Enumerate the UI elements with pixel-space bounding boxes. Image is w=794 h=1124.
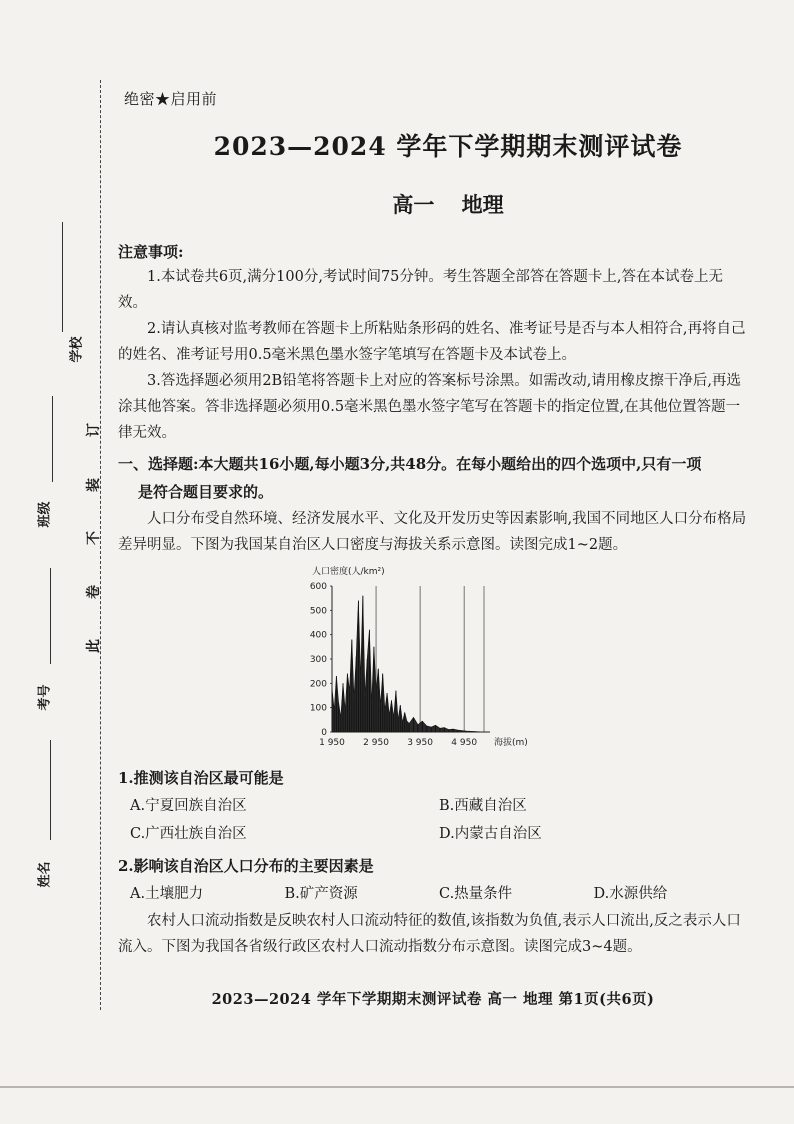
notice-title: 注意事项: — [118, 243, 184, 261]
q1-option-b[interactable]: B.西藏自治区 — [439, 798, 527, 814]
q1-option-d[interactable]: D.内蒙古自治区 — [439, 826, 542, 842]
x-tick-label: 4 950 — [451, 738, 478, 748]
notice-item-2: 2.请认真核对监考教师在答题卡上所粘贴条形码的姓名、准考证号是否与本人相符合,再将自己的姓名、准考证号用0.5毫米黑色墨水签字笔填写在答题卡及本试卷上。 — [118, 321, 746, 363]
y-axis-label: 人口密度(人/km²) — [312, 567, 385, 577]
question-1-stem: 1.推测该自治区最可能是 — [118, 769, 284, 787]
x-tick-label: 1 950 — [319, 738, 345, 748]
seal-char-4: 卷 — [86, 585, 102, 599]
page-footer: 2023—2024 学年下学期期末测评试卷 高一 地理 第1页(共6页) — [211, 991, 655, 1008]
seal-dashed-line — [100, 80, 101, 1010]
exam-content — [118, 88, 748, 960]
y-tick-label: 500 — [309, 606, 327, 617]
x-tick-label: 3 950 — [407, 738, 433, 748]
y-tick-label: 600 — [309, 582, 327, 592]
notice-item-3: 3.答选择题必须用2B铅笔将答题卡上对应的答案标号涂黑。如需改动,请用橡皮擦干净后,再选涂其他答案。答非选择题必须用0.5毫米黑色墨水签字笔写在答题卡的指定位置,在其他位置答题一律无效。 — [118, 373, 741, 441]
q2-option-d[interactable]: D.水源供给 — [593, 886, 668, 902]
binding-margin — [0, 0, 100, 1124]
section-heading — [118, 450, 748, 506]
chart-svg — [284, 560, 534, 760]
y-tick-label: 400 — [309, 630, 327, 641]
y-tick-label: 100 — [309, 703, 327, 714]
y-tick-label: 300 — [309, 655, 327, 665]
class-fill-line — [52, 396, 53, 482]
section-heading-line1: 一、选择题:本大题共16小题,每小题3分,共48分。在每小题给出的四个选项中,只有一项 — [118, 455, 702, 473]
name-label: 姓名 — [37, 861, 53, 888]
seal-char-5: 此 — [86, 639, 102, 653]
question-2-stem: 2.影响该自治区人口分布的主要因素是 — [118, 857, 374, 875]
notice-item-1: 1.本试卷共6页,满分100分,考试时间75分钟。考生答题全部答在答题卡上,答在本试卷上无效。 — [118, 269, 724, 311]
seal-char-2: 装 — [86, 478, 102, 492]
q2-option-b[interactable]: B.矿产资源 — [284, 886, 358, 902]
exam-no-fill-line — [50, 568, 51, 664]
exam-no-label: 考号 — [37, 684, 53, 711]
subject-title: 高一 地理 — [392, 192, 504, 217]
confidential-mark: 绝密★启用前 — [124, 90, 218, 108]
passage-1: 人口分布受自然环境、经济发展水平、文化及开发历史等因素影响,我国不同地区人口分布格局差异明显。下图为我国某自治区人口密度与海拔关系示意图。读图完成1~2题。 — [118, 511, 747, 553]
y-tick-label: 200 — [309, 679, 327, 690]
section-heading-line2: 是符合题目要求的。 — [138, 483, 274, 501]
q2-option-c[interactable]: C.热量条件 — [439, 886, 513, 902]
q1-option-c[interactable]: C.广西壮族自治区 — [130, 826, 247, 842]
school-fill-line — [62, 222, 63, 332]
y-tick-label: 0 — [321, 728, 327, 738]
population-altitude-chart — [284, 560, 534, 760]
x-axis-label: 海拔(m) — [494, 738, 528, 748]
x-tick-label: 2 950 — [363, 738, 389, 748]
question-2-options — [118, 880, 748, 908]
passage-2: 农村人口流动指数是反映农村人口流动特征的数值,该指数为负值,表示人口流出,反之表示人口流入。下图为我国各省级行政区农村人口流动指数分布示意图。读图完成3~4题。 — [118, 913, 741, 955]
q2-option-a[interactable]: A.土壤肥力 — [130, 886, 204, 902]
exam-title: 2023—2024 学年下学期期末测评试卷 — [213, 132, 683, 161]
class-label: 班级 — [37, 501, 53, 528]
name-fill-line — [50, 740, 51, 840]
seal-char-1: 订 — [86, 423, 102, 437]
scan-edge — [0, 1086, 794, 1088]
q1-option-a[interactable]: A.宁夏回族自治区 — [130, 798, 247, 814]
seal-char-3: 不 — [86, 531, 102, 545]
question-1-options — [118, 792, 748, 848]
school-label: 学校 — [69, 336, 85, 363]
